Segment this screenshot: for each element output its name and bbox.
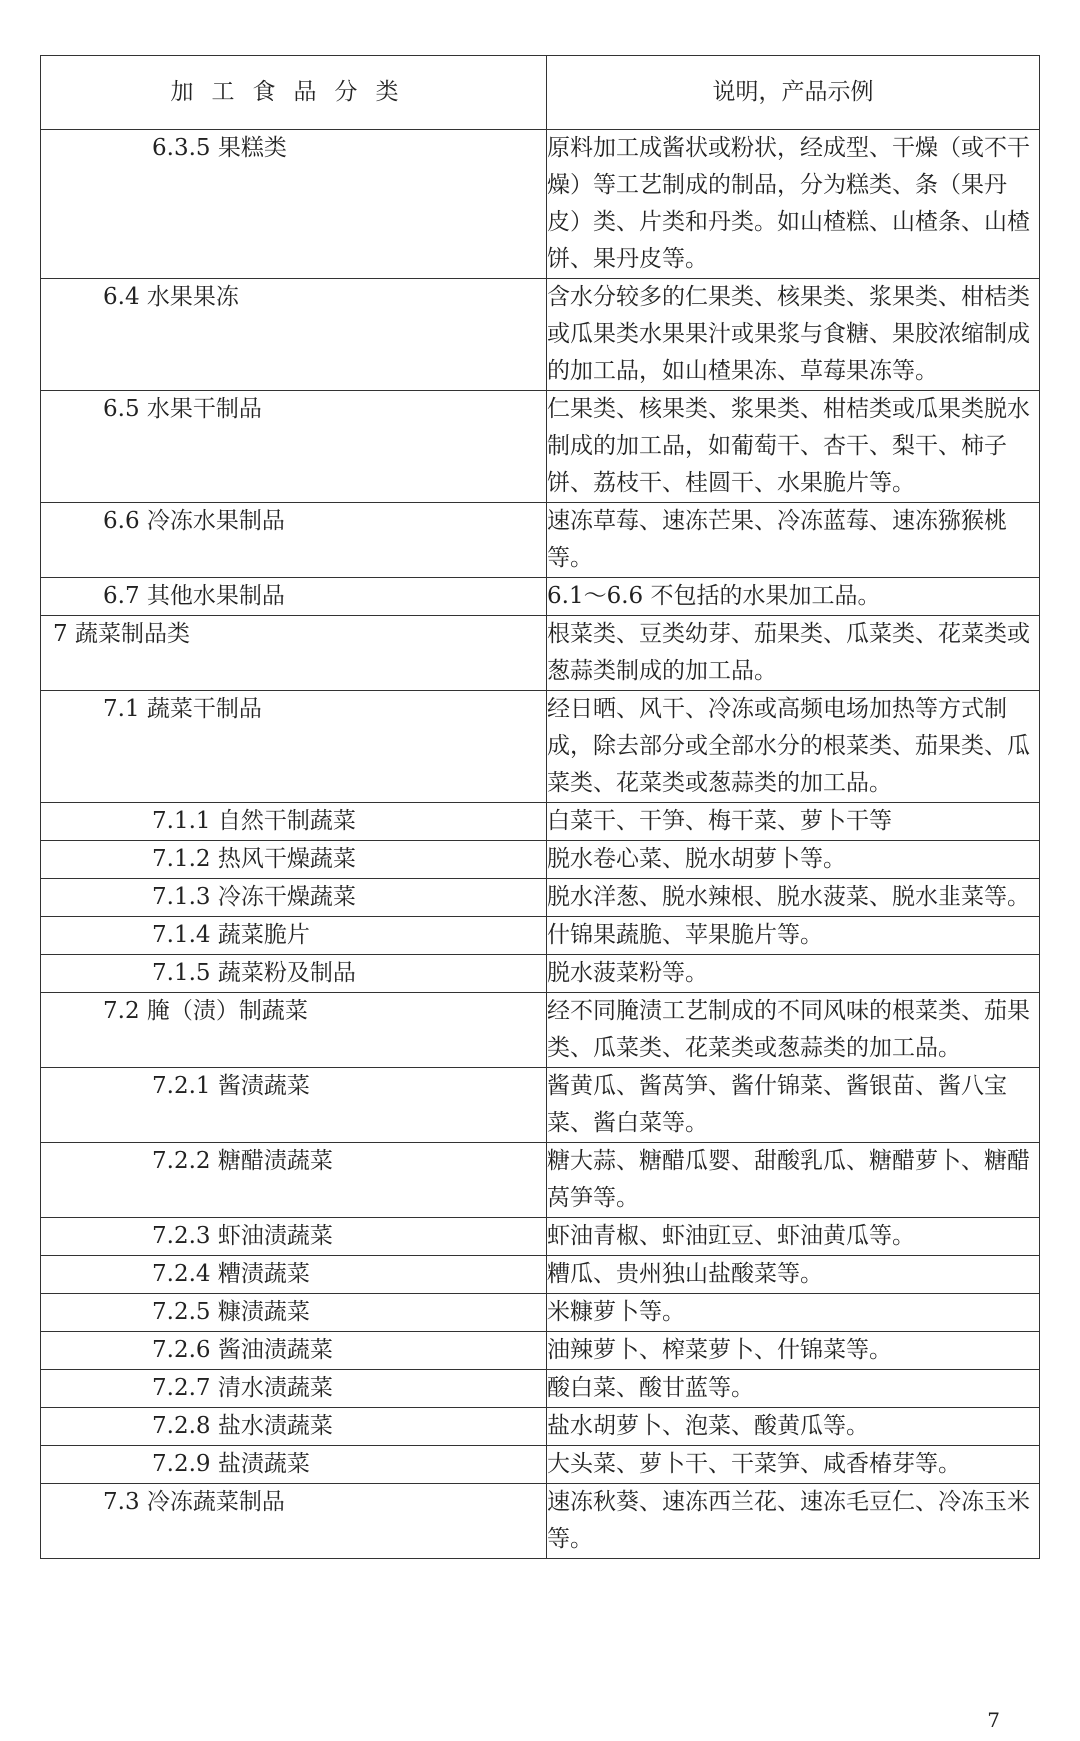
category-cell: 6.5 水果干制品: [41, 391, 547, 503]
table-row: [41, 1294, 1040, 1332]
description-cell: 盐水胡萝卜、泡菜、酸黄瓜等。: [547, 1408, 1040, 1446]
description-cell: 白菜干、干笋、梅干菜、萝卜干等: [547, 803, 1040, 841]
description-cell: 大头菜、萝卜干、干菜笋、咸香椿芽等。: [547, 1446, 1040, 1484]
table-row: [41, 879, 1040, 917]
table-row: [41, 1484, 1040, 1559]
table-row: [41, 1408, 1040, 1446]
table-row: [41, 955, 1040, 993]
table-row: [41, 1446, 1040, 1484]
table-row: [41, 1256, 1040, 1294]
description-cell: 什锦果蔬脆、苹果脆片等。: [547, 917, 1040, 955]
description-cell: 原料加工成酱状或粉状，经成型、干燥（或不干燥）等工艺制成的制品，分为糕类、条（果丹皮）类、片类和丹类。如山楂糕、山楂条、山楂饼、果丹皮等。: [547, 130, 1040, 279]
description-cell: 糖大蒜、糖醋瓜婴、甜酸乳瓜、糖醋萝卜、糖醋莴笋等。: [547, 1143, 1040, 1218]
description-cell: 速冻草莓、速冻芒果、冷冻蓝莓、速冻猕猴桃等。: [547, 503, 1040, 578]
table-row: [41, 130, 1040, 279]
category-cell: 7.2.2 糖醋渍蔬菜: [41, 1143, 547, 1218]
header-category: 加工食品分类: [41, 56, 547, 130]
description-cell: 含水分较多的仁果类、核果类、浆果类、柑桔类或瓜果类水果果汁或果浆与食糖、果胶浓缩制成的加工品，如山楂果冻、草莓果冻等。: [547, 279, 1040, 391]
table-header-row: [41, 56, 1040, 130]
table-row: [41, 917, 1040, 955]
description-cell: 经日晒、风干、冷冻或高频电场加热等方式制成，除去部分或全部水分的根菜类、茄果类、瓜菜类、花菜类或葱蒜类的加工品。: [547, 691, 1040, 803]
description-cell: 糟瓜、贵州独山盐酸菜等。: [547, 1256, 1040, 1294]
table-row: [41, 578, 1040, 616]
header-description: 说明，产品示例: [547, 56, 1040, 130]
table-row: [41, 503, 1040, 578]
table-row: [41, 616, 1040, 691]
description-cell: 酸白菜、酸甘蓝等。: [547, 1370, 1040, 1408]
table-row: [41, 841, 1040, 879]
category-cell: 7.2.9 盐渍蔬菜: [41, 1446, 547, 1484]
description-cell: 经不同腌渍工艺制成的不同风味的根菜类、茄果类、瓜菜类、花菜类或葱蒜类的加工品。: [547, 993, 1040, 1068]
category-cell: 7.2.7 清水渍蔬菜: [41, 1370, 547, 1408]
category-cell: 7 蔬菜制品类: [41, 616, 547, 691]
description-cell: 根菜类、豆类幼芽、茄果类、瓜菜类、花菜类或葱蒜类制成的加工品。: [547, 616, 1040, 691]
description-cell: 虾油青椒、虾油豇豆、虾油黄瓜等。: [547, 1218, 1040, 1256]
table-row: [41, 691, 1040, 803]
description-cell: 脱水洋葱、脱水辣根、脱水菠菜、脱水韭菜等。: [547, 879, 1040, 917]
category-cell: 7.1.5 蔬菜粉及制品: [41, 955, 547, 993]
product-classification-table: [40, 55, 1040, 1559]
category-cell: 7.1.2 热风干燥蔬菜: [41, 841, 547, 879]
category-cell: 7.3 冷冻蔬菜制品: [41, 1484, 547, 1559]
description-cell: 脱水菠菜粉等。: [547, 955, 1040, 993]
table-row: [41, 279, 1040, 391]
description-cell: 脱水卷心菜、脱水胡萝卜等。: [547, 841, 1040, 879]
category-cell: 7.1.1 自然干制蔬菜: [41, 803, 547, 841]
page-number: 7: [987, 1708, 1000, 1732]
category-cell: 7.2.4 糟渍蔬菜: [41, 1256, 547, 1294]
table-row: [41, 1370, 1040, 1408]
category-cell: 7.1.4 蔬菜脆片: [41, 917, 547, 955]
table-row: [41, 993, 1040, 1068]
category-cell: 7.2.5 糠渍蔬菜: [41, 1294, 547, 1332]
category-cell: 7.1.3 冷冻干燥蔬菜: [41, 879, 547, 917]
category-cell: 6.3.5 果糕类: [41, 130, 547, 279]
table-row: [41, 1218, 1040, 1256]
description-cell: 油辣萝卜、榨菜萝卜、什锦菜等。: [547, 1332, 1040, 1370]
category-cell: 7.2.3 虾油渍蔬菜: [41, 1218, 547, 1256]
table-row: [41, 803, 1040, 841]
category-cell: 7.2.1 酱渍蔬菜: [41, 1068, 547, 1143]
category-cell: 7.2 腌（渍）制蔬菜: [41, 993, 547, 1068]
category-cell: 6.6 冷冻水果制品: [41, 503, 547, 578]
category-cell: 7.1 蔬菜干制品: [41, 691, 547, 803]
table-row: [41, 391, 1040, 503]
description-cell: 米糠萝卜等。: [547, 1294, 1040, 1332]
table-row: [41, 1143, 1040, 1218]
description-cell: 仁果类、核果类、浆果类、柑桔类或瓜果类脱水制成的加工品，如葡萄干、杏干、梨干、柿子饼、荔枝干、桂圆干、水果脆片等。: [547, 391, 1040, 503]
category-cell: 6.4 水果果冻: [41, 279, 547, 391]
description-cell: 酱黄瓜、酱莴笋、酱什锦菜、酱银苗、酱八宝菜、酱白菜等。: [547, 1068, 1040, 1143]
table-row: [41, 1332, 1040, 1370]
category-cell: 7.2.6 酱油渍蔬菜: [41, 1332, 547, 1370]
table-row: [41, 1068, 1040, 1143]
description-cell: 速冻秋葵、速冻西兰花、速冻毛豆仁、冷冻玉米等。: [547, 1484, 1040, 1559]
description-cell: 6.1～6.6 不包括的水果加工品。: [547, 578, 1040, 616]
category-cell: 6.7 其他水果制品: [41, 578, 547, 616]
category-cell: 7.2.8 盐水渍蔬菜: [41, 1408, 547, 1446]
